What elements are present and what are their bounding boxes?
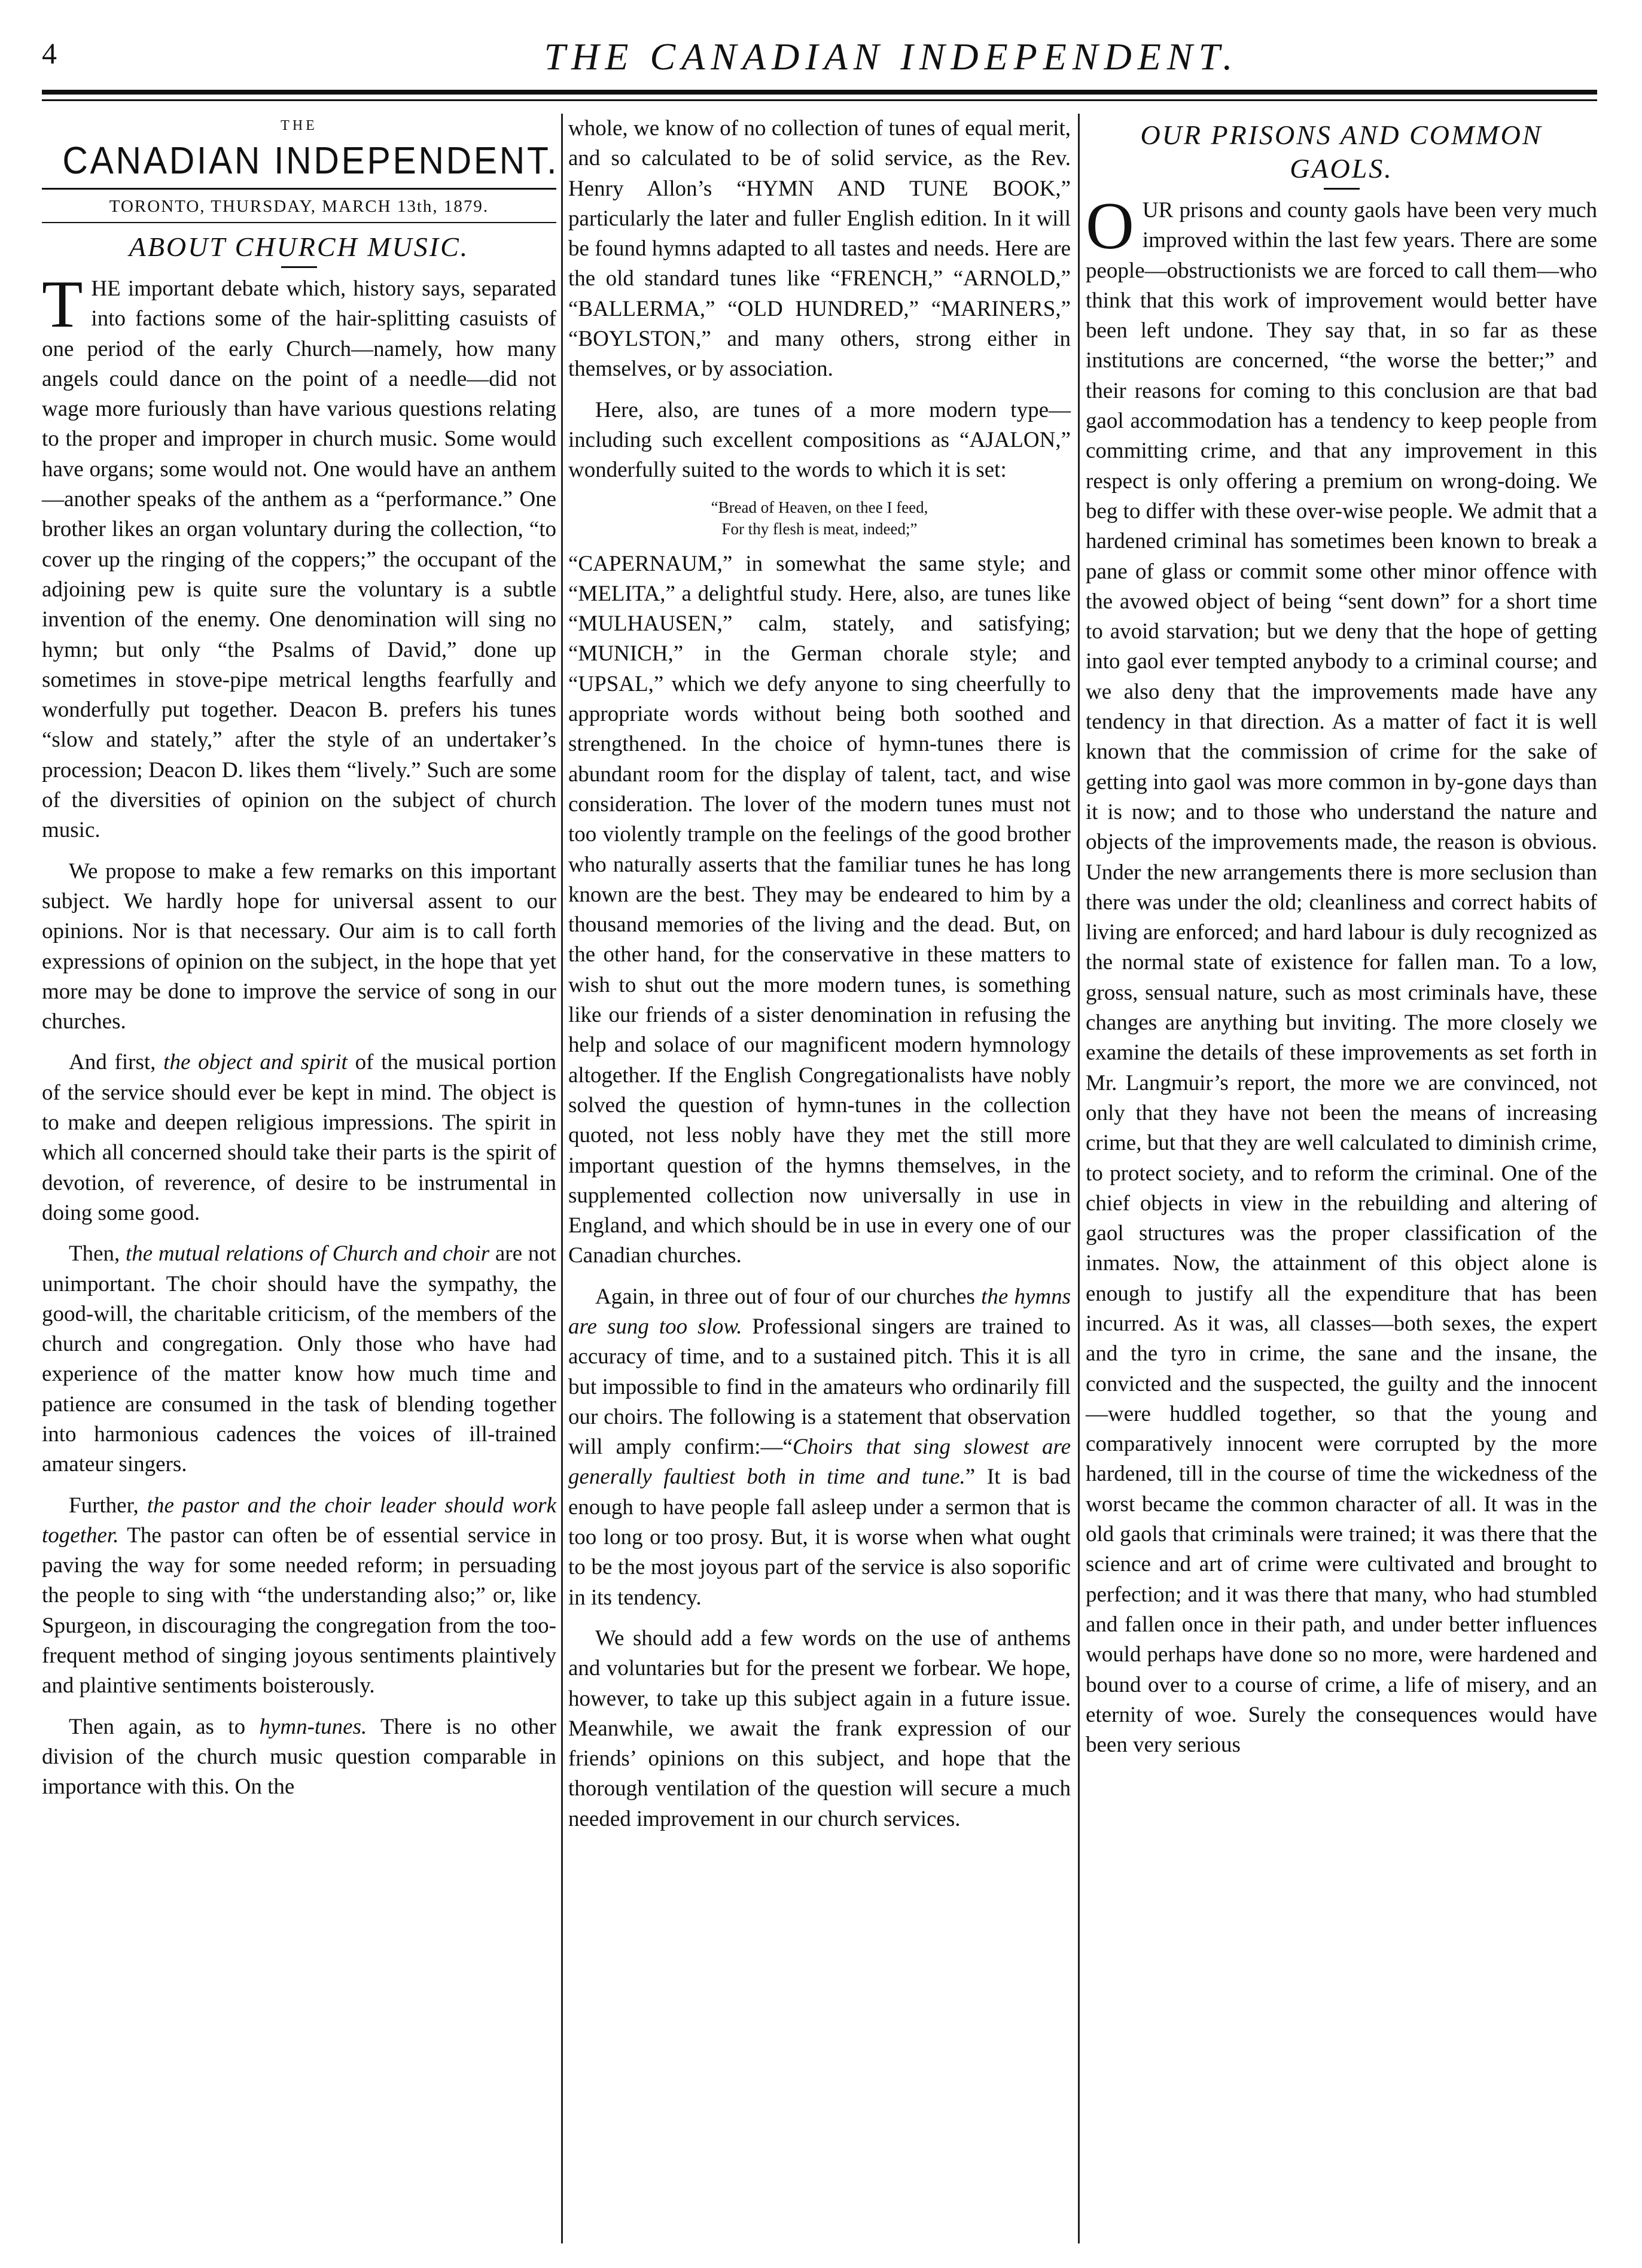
article-paragraph: Here, also, are tunes of a more modern type—including such excellent compositions as “AJALON,” wonderfully suited to the words to which it is set: bbox=[568, 397, 1071, 483]
column-2 bbox=[568, 114, 1071, 1845]
drop-cap: O bbox=[1086, 189, 1134, 263]
article-paragraph: “CAPERNAUM,” in somewhat the same style; and “MELITA,” a delightful study. Here, also, are tunes like “MULHAUSEN,” calm, stately, and satisfying; “MUNICH,” in the German chorale style; and “UPSAL,” which we defy anyone to sing cheerfully to appropriate words without being both soothed and strengthened. In the choice of hymn-tunes there is abundant room for the display of talent, tact, and wise consideration. The lover of the modern tunes must not too violently trample on the feelings of the good brother who naturally asserts that the familiar tunes he has long known are the best. They may be endeared to him by a thousand memories of the living and the dead. But, on the other hand, for the conservative in these matters to wish to shut out the more modern tunes, is something like our friends of a sister denomination in refusing the help and solace of our magnificent modern hymnology altogether. If the English Congregationalists have nobly solved the question of hymn-tunes in the collection quoted, not less nobly have they met the still more important question of the hymns themselves, in the supplemented collection now universally in use in England, and which should be in use in every one of our Canadian churches. bbox=[568, 551, 1071, 1268]
paragraph-text: Professional singers are trained to accuracy of time, and to a sustained pitch. This it is all but impossible to find in the amateurs who ordinarily fill our choirs. The following is a statement that observation will amply confirm:—“ bbox=[568, 1314, 1071, 1460]
paragraph-text: And first, bbox=[69, 1050, 164, 1075]
article-headline bbox=[1086, 118, 1597, 185]
paragraph-text: Then again, as to bbox=[69, 1714, 260, 1739]
paragraph-text: Further, bbox=[69, 1493, 147, 1518]
emphasis-text: the mutual relations of Church and choir bbox=[125, 1241, 490, 1267]
masthead-the: THE bbox=[281, 118, 318, 133]
header-rule-thick bbox=[42, 90, 1597, 95]
column-divider bbox=[1078, 114, 1080, 2243]
column-3 bbox=[1086, 114, 1597, 1771]
masthead-rule bbox=[42, 188, 556, 190]
emphasis-text: the hymns are sung too slow. bbox=[568, 1284, 1071, 1339]
paragraph-text: of the musical portion of the service should ever be kept in mind. The object is to make and deepen religious impressions. The spirit in which all concerned should take their parts is the spirit of devotion, of reverence, of desire to be instrumental in doing some good. bbox=[42, 1050, 556, 1225]
masthead-title: CANADIAN INDEPENDENT. bbox=[62, 139, 559, 182]
article-paragraph bbox=[42, 1048, 556, 1228]
emphasis-text: Choirs that sing slowest are generally faultiest both in time and tune. bbox=[568, 1435, 1071, 1490]
article-paragraph bbox=[42, 1491, 556, 1701]
masthead-rule bbox=[42, 222, 556, 223]
paragraph-text: HE important debate which, history says, separated into factions some of the hair-splitting casuists of one period of the early Church—namely, how many angels could dance on the point of a needle—did not wage more furiously than have various questions relating to the proper and improper in church music. Some would have organs; some would not. One would have an anthem—another speaks of the anthem as a “performance.” One brother likes an organ voluntary during the collection, “to cover up the ringing of the coppers;” the occupant of the adjoining pew is quite sure the voluntary is a subtle invention of the enemy. One denomination will sing no hymn; but only “the Psalms of David,” done up sometimes in stove-pipe metrical lengths fearfully and wonderfully put together. Deacon B. prefers his tunes “slow and stately,” after the style of an undertaker’s procession; Deacon D. likes them “lively.” Such are some of the diversities of opinion on the subject of church music. bbox=[42, 276, 556, 843]
running-head-title: THE CANADIAN INDEPENDENT. bbox=[544, 35, 1239, 78]
emphasis-text: hymn-tunes. bbox=[259, 1714, 367, 1739]
headline-dash bbox=[1324, 188, 1360, 190]
headline-dash bbox=[281, 266, 317, 268]
article-paragraph: whole, we know of no collection of tunes of equal merit, and so calculated to be of solid service, as the Rev. Henry Allon’s “HYMN AND TUNE BOOK,” particularly the later and fuller English edition. In it will be found hymns adapted to all tastes and needs. Here are the old standard tunes like “FRENCH,” “ARNOLD,” “BALLERMA,” “OLD HUNDRED,” “MARINERS,” “BOYLSTON,” and many others, strong either in themselves, or by association. bbox=[568, 116, 1071, 382]
paragraph-text: There is no other division of the church music question comparable in importance with this. On the bbox=[42, 1714, 556, 1800]
masthead-dateline: TORONTO, THURSDAY, MARCH 13th, 1879. bbox=[109, 197, 489, 216]
article-paragraph: We should add a few words on the use of anthems and voluntaries but for the present we forbear. We hope, however, to take up this subject again in a future issue. Meanwhile, we await the frank expression of our friends’ opinions on this subject, and hope that the thorough ventilation of the question will secure a much needed improvement in our church services. bbox=[568, 1625, 1071, 1831]
paragraph-text: Again, in three out of four of our churches bbox=[595, 1284, 982, 1309]
emphasis-text: the pastor and the choir leader should work together. bbox=[42, 1493, 556, 1548]
article-paragraph bbox=[42, 1712, 556, 1803]
article-paragraph bbox=[568, 1282, 1071, 1613]
article-paragraph bbox=[1086, 189, 1597, 1760]
article-headline: ABOUT CHURCH MUSIC. bbox=[129, 232, 470, 262]
paragraph-text: ” It is bad enough to have people fall asleep under a sermon that is too long or too prosy. But, it is worse when what ought to be the most joyous part of the service is also soporific in its tendency. bbox=[568, 1465, 1071, 1610]
quote-line: For thy flesh is meat, indeed;” bbox=[721, 519, 918, 538]
quote-line: “Bread of Heaven, on thee I feed, bbox=[711, 498, 928, 516]
paragraph-text: The pastor can often be of essential service in paving the way for some needed reform; in persuading the people to sing with “the understanding also;” or, like Spurgeon, in discouraging the congregation from the too-frequent method of singing joyous sentiments plaintively and plaintive sentiments boisterously. bbox=[42, 1523, 556, 1698]
emphasis-text: the object and spirit bbox=[163, 1050, 348, 1075]
headline-line: OUR PRISONS AND COMMON bbox=[1140, 120, 1543, 150]
paragraph-text: Then, bbox=[69, 1241, 126, 1267]
paragraph-text: are not unimportant. The choir should have the sympathy, the good-will, the charitable criticism, of the members of the church and congregation. Only those who have had experience of the matter know how much time and patience are consumed in the task of blending together into harmonious cadences the voices of ill-trained amateur singers. bbox=[42, 1241, 556, 1477]
paragraph-text: UR prisons and county gaols have been very much improved within the last few years. There are some people—obstructionists we are forced to call them—who think that this work of improvement would better have been left undone. They say that, in so far as these institutions are concerned, “the worse the better;” and their reasons for coming to this conclusion are that bad gaol accommodation has a tendency to keep people from committing crime, and that any improvement in this respect is only offering a premium on wrong-doing. We beg to differ with these over-wise people. We admit that a hardened criminal has sometimes been known to break a pane of glass or commit some other minor offence with the avowed object of being “sent down” for a short time to avoid starvation; but we deny that the hope of getting into gaol ever tempted anybody to a criminal course; and we also deny that the improvements made have any tendency in that direction. As a matter of fact it is well known that the commission of crime for the sake of getting into gaol was more common in by-gone days than it is now; and to those who understand the nature and objects of the improvements made, the reason is obvious. Under the new arrangements there is more seclusion than there was under the old; cleanliness and correct habits of living are enforced; and hard labour is duly recognized as the normal state of existence for fallen man. To a low, gross, sensual nature, such as most criminals have, these changes are anything but inviting. The more closely we examine the details of these improvements as set forth in Mr. Langmuir’s report, the more we are convinced, not only that they have not been the means of increasing crime, but that they are well calculated to diminish crime, to protect society, and to reform the criminal. One of the chief objects in view in the rebuilding and altering of gaol structures was the proper classification of the inmates. Now, the attainment of this object alone is enough to justify all the expenditure that has been incurred. As it was, all classes—both sexes, the expert and the tyro in crime, the sane and the insane, the convicted and the suspected, the guilty and the innocent—were huddled together, so that the young and comparatively innocent were corrupted by the more hardened, till in the course of time the wickedness of the worst became the common character of all. It was in the old gaols that criminals were trained; it was there that the science and art of crime were cultivated and brought to perfection; and it was there that many, who had stumbled and fallen once in their path, and under better influences would perhaps have done so no more, were hardened and bound over to a course of crime, a life of misery, and an eternity of woe. Surely the consequences would have been very serious bbox=[1086, 198, 1597, 1758]
article-paragraph: We propose to make a few remarks on this important subject. We hardly hope for universal assent to our opinions. Nor is that necessary. Our aim is to call forth expressions of opinion on the subject, in the hope that yet more may be done to improve the service of song in our churches. bbox=[42, 859, 556, 1034]
hymn-quote bbox=[568, 497, 1071, 540]
page-number: 4 bbox=[42, 36, 57, 70]
header-rule-thin bbox=[42, 99, 1597, 101]
column-divider bbox=[561, 114, 563, 2243]
article-paragraph bbox=[42, 1239, 556, 1479]
column-1 bbox=[42, 114, 559, 1813]
article-paragraph bbox=[42, 267, 556, 846]
headline-line: GAOLS. bbox=[1290, 153, 1393, 184]
drop-cap: T bbox=[42, 267, 83, 342]
